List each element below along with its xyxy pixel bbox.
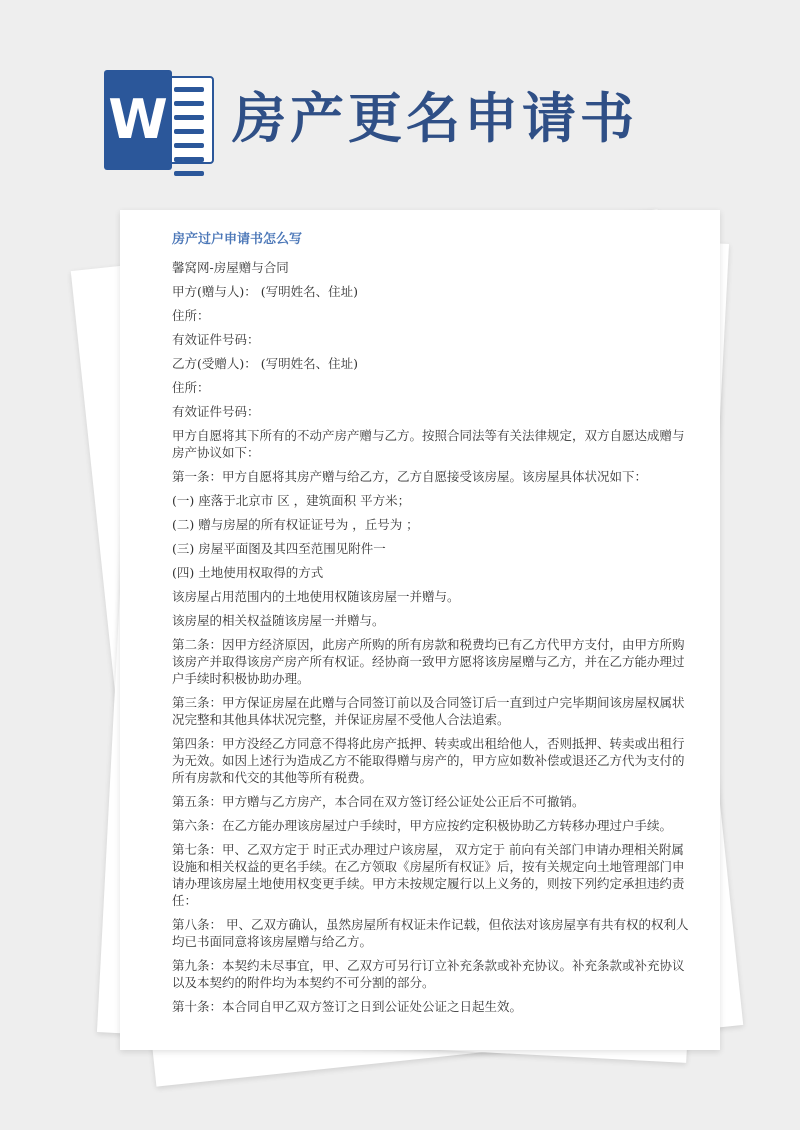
word-document-icon [104, 70, 214, 170]
paragraph: 第七条：甲、乙双方定于 时正式办理过户该房屋， 双方定于 前向有关部门申请办理相关附属设施和相关权益的更名手续。在乙方领取《房屋所有权证》后，按有关规定向土地管理部门申请办理该房屋土地使用权变更手续。甲方未按规定履行以上义务的，则按下列约定承担违约责任： [172, 842, 685, 908]
paragraph: 该房屋占用范围内的土地使用权随该房屋一并赠与。 [172, 589, 460, 604]
paragraph: 馨窝网-房屋赠与合同 [172, 260, 289, 275]
paragraph: 第一条：甲方自愿将其房产赠与给乙方，乙方自愿接受该房屋。该房屋具体状况如下： [172, 469, 648, 484]
header [0, 0, 800, 200]
paragraph: 第二条：因甲方经济原因，此房产所购的所有房款和税费均已有乙方代甲方支付，由甲方所购该房产并取得该房产房产所有权证。经协商一致甲方愿将该房屋赠与乙方，并在乙方能办理过户手续时积极协助办理。 [172, 637, 685, 686]
paragraph: 第十条：本合同自甲乙双方签订之日到公证处公证之日起生效。 [172, 999, 523, 1014]
page-title: 房产更名申请书 [232, 87, 638, 150]
paragraph: 第八条： 甲、乙双方确认，虽然房屋所有权证未作记载，但依法对该房屋享有共有权的权利人均已书面同意将该房屋赠与给乙方。 [172, 917, 689, 949]
paragraph: 住所： [172, 308, 210, 323]
document-body [172, 228, 692, 1022]
paragraph: (一) 座落于北京市 区 ，建筑面积 平方米； [172, 493, 411, 508]
paragraph: 第五条：甲方赠与乙方房产，本合同在双方签订经公证处公正后不可撤销。 [172, 794, 585, 809]
paragraph: (四) 土地使用权取得的方式 [172, 565, 324, 580]
paragraph: 住所： [172, 380, 210, 395]
paragraph: (三) 房屋平面图及其四至范围见附件一 [172, 541, 386, 556]
paragraph: 有效证件号码： [172, 404, 260, 419]
paragraph: 第六条：在乙方能办理该房屋过户手续时，甲方应按约定积极协助乙方转移办理过户手续。 [172, 818, 673, 833]
paragraph: 甲方(赠与人)： (写明姓名、住址) [172, 284, 358, 299]
paragraph: 甲方自愿将其下所有的不动产房产赠与乙方。按照合同法等有关法律规定，双方自愿达成赠与房产协议如下： [172, 428, 685, 460]
paragraph: 该房屋的相关权益随该房屋一并赠与。 [172, 613, 385, 628]
paragraph: 乙方(受赠人)： (写明姓名、住址) [172, 356, 358, 371]
paragraph: 第四条：甲方没经乙方同意不得将此房产抵押、转卖或出租给他人，否则抵押、转卖或出租行为无效。如因上述行为造成乙方不能取得赠与房产的，甲方应如数补偿或退还乙方代为支付的所有房款和代交的其他等所有税费。 [172, 736, 685, 785]
paragraph: 第九条：本契约未尽事宜，甲、乙双方可另行订立补充条款或补充协议。补充条款或补充协议以及本契约的附件均为本契约不可分割的部分。 [172, 958, 685, 990]
word-icon-letter: W [104, 70, 172, 170]
paragraph: (二) 赠与房屋的所有权证证号为 ，丘号为 ； [172, 517, 419, 532]
paragraph: 第三条：甲方保证房屋在此赠与合同签订前以及合同签订后一直到过户完毕期间该房屋权属状况完整和其他具体状况完整，并保证房屋不受他人合法追索。 [172, 695, 685, 727]
paragraph: 有效证件号码： [172, 332, 260, 347]
document-heading: 房产过户申请书怎么写 [172, 232, 303, 247]
